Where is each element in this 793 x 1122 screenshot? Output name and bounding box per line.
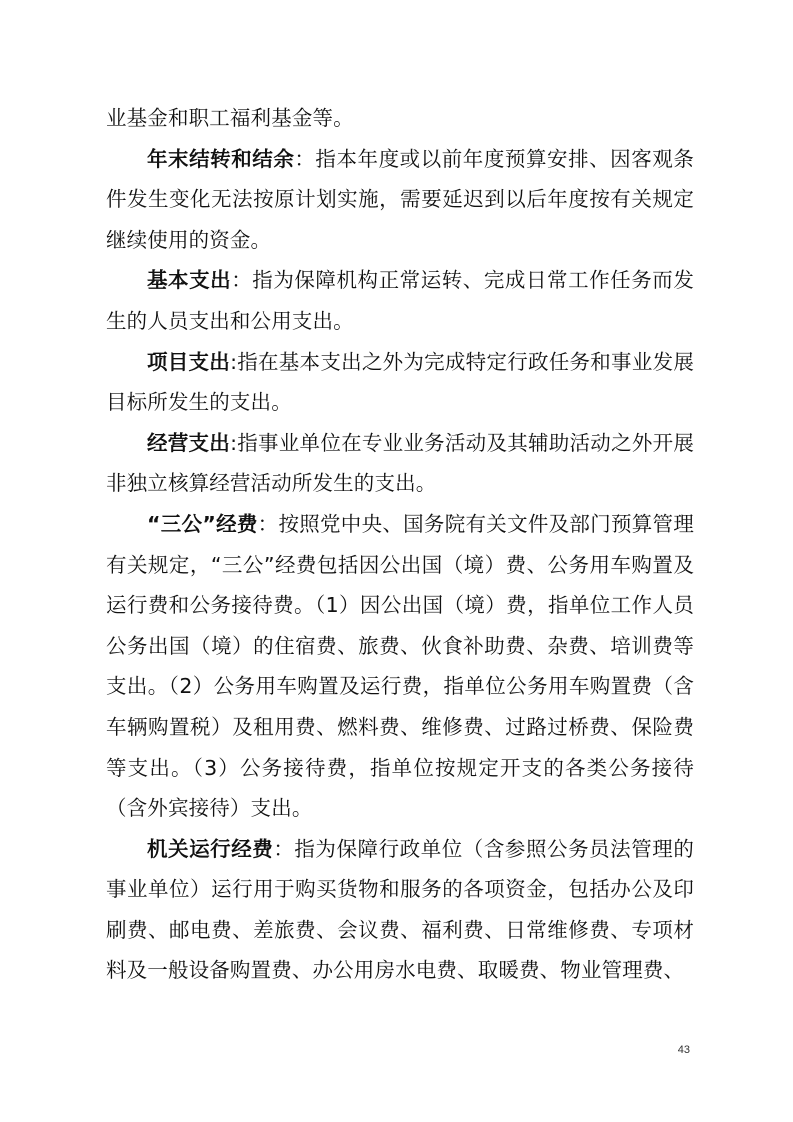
term-heading: 年末结转和结余	[147, 146, 295, 171]
document-body	[106, 98, 694, 991]
paragraph-body: 业基金和职工福利基金等。	[106, 106, 354, 130]
term-heading: 经营支出	[147, 430, 231, 455]
paragraph-body: :指事业单位在专业业务活动及其辅助活动之外开展非独立核算经营活动所发生的支出。	[106, 430, 694, 496]
term-heading: 项目支出	[147, 349, 231, 374]
paragraph-continuation	[106, 98, 694, 139]
paragraph-body: :指在基本支出之外为完成特定行政任务和事业发展目标所发生的支出。	[106, 349, 694, 415]
paragraph-project-expenditure	[106, 342, 694, 423]
paragraph-agency-operating-funds	[106, 829, 694, 991]
paragraph-body: ：指为保障行政单位（含参照公务员法管理的事业单位）运行用于购买货物和服务的各项资金，包括办公及印刷费、邮电费、差旅费、会议费、福利费、日常维修费、专项材料及一般设备购置费、办公用房水电费、取暖费、物业管理费、	[106, 836, 694, 983]
paragraph-operating-expenditure	[106, 423, 694, 504]
paragraph-basic-expenditure	[106, 260, 694, 341]
paragraph-body: ：指本年度或以前年度预算安排、因客观条件发生变化无法按原计划实施，需要延迟到以后年度按有关规定继续使用的资金。	[106, 146, 694, 252]
term-heading: “三公”经费	[147, 511, 258, 536]
paragraph-year-end-carryover	[106, 139, 694, 261]
term-heading: 基本支出	[147, 268, 232, 293]
paragraph-body: ：指为保障机构正常运转、完成日常工作任务而发生的人员支出和公用支出。	[106, 268, 694, 333]
paragraph-body: ：按照党中央、国务院有关文件及部门预算管理有关规定，“三公”经费包括因公出国（境）费、公务用车购置及运行费和公务接待费。（1）因公出国（境）费，指单位工作人员公务出国（境）的住宿费、旅费、伙食补助费、杂费、培训费等支出。（2）公务用车购置及运行费，指单位公务用车购置费（含车辆购置税）及租用费、燃料费、维修费、过路过桥费、保险费等支出。（3）公务接待费，指单位按规定开支的各类公务接待（含外宾接待）支出。	[106, 511, 694, 821]
paragraph-three-public-funds	[106, 504, 694, 829]
page-number: 43	[677, 1044, 690, 1056]
term-heading: 机关运行经费	[147, 836, 274, 861]
